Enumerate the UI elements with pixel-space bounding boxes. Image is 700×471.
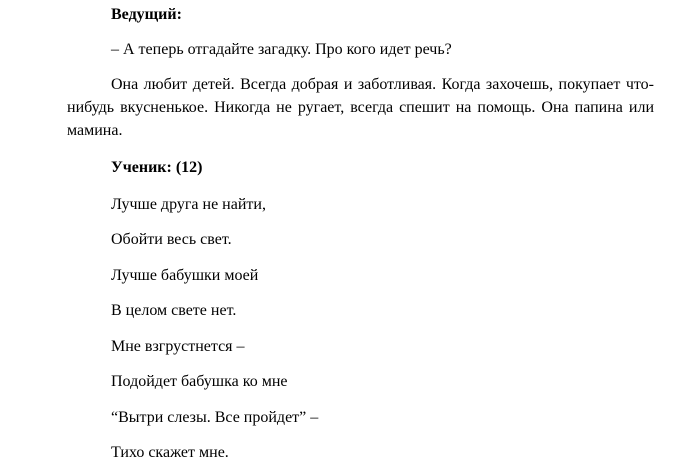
poem-line: Подойдет бабушка ко мне [111,373,288,390]
poem-line: Тихо скажет мне. [111,444,229,461]
poem-line: Лучше бабушки моей [111,267,259,284]
poem-line: Лучше друга не найти, [111,196,266,213]
riddle-paragraph: Она любит детей. Всегда добрая и заботливая. Когда захочешь, покупает что-нибудь вкусненькое. Никогда не ругает, всегда спешит на помощь. Она папина или мамина. [67,76,654,139]
speaker-student-label: Ученик: (12) [111,159,203,176]
poem-line: Мне взгрустнется – [111,338,245,355]
poem-line: Обойти весь свет. [111,231,232,248]
poem-line: “Вытри слезы. Все пройдет” – [111,409,319,426]
speaker-host-label: Ведущий: [111,6,182,23]
host-question-line: – А теперь отгадайте загадку. Про кого идет речь? [111,41,452,58]
poem-line: В целом свете нет. [111,302,237,319]
